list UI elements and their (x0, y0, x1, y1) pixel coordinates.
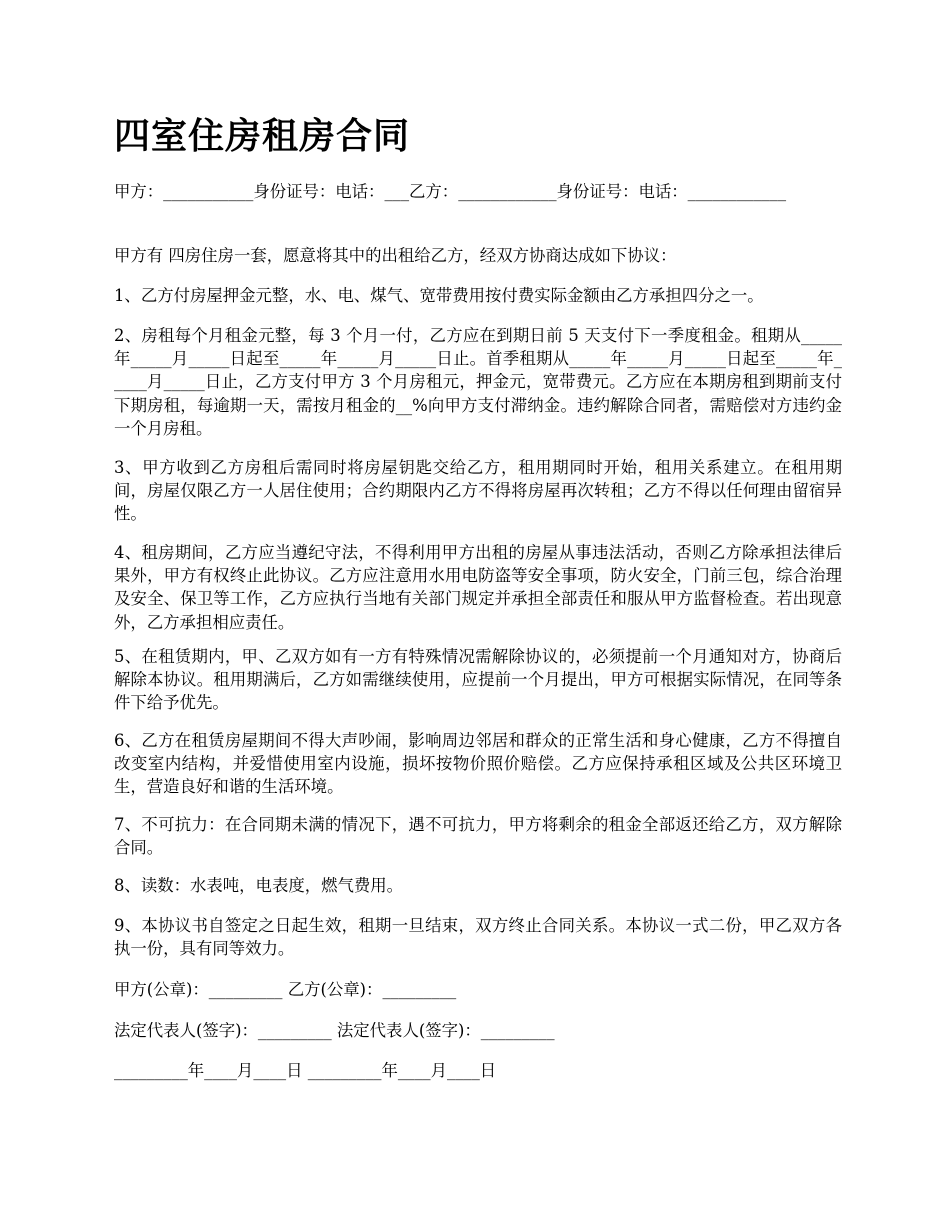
signature-date-line: _________年____月____日 _________年____月____日 (114, 1061, 497, 1080)
clause-4: 4、租房期间，乙方应当遵纪守法，不得利用甲方出租的房屋从事违法活动，否则乙方除承担法律后果外，甲方有权终止此协议。乙方应注意用水用电防盗等安全事项，防火安全，门前三包，综合治理及安全、保卫等工作，乙方应执行当地有关部门规定并承担全部责任和服从甲方监督检查。若出现意外，乙方承担相应责任。 (114, 543, 842, 632)
signature-seal-line: 甲方(公章)：_________ 乙方(公章)：_________ (114, 980, 457, 999)
parties-line: 甲方：___________身份证号：电话：___乙方：____________身份证号：电话：____________ (114, 182, 787, 201)
intro-paragraph: 甲方有 四房住房一套，愿意将其中的出租给乙方，经双方协商达成如下协议： (114, 246, 677, 265)
document-title: 四室住房租房合同 (114, 115, 411, 157)
clause-7: 7、不可抗力：在合同期未满的情况下，遇不可抗力，甲方将剩余的租金全部返还给乙方，双方解除合同。 (114, 815, 842, 858)
clause-6: 6、乙方在租赁房屋期间不得大声吵闹，影响周边邻居和群众的正常生活和身心健康，乙方不得擅自改变室内结构，并爱惜使用室内设施，损坏按物价照价赔偿。乙方应保持承租区域及公共区环境卫生，营造良好和谐的生活环境。 (114, 731, 842, 797)
clause-9: 9、本协议书自签定之日起生效，租期一旦结束，双方终止合同关系。本协议一式二份，甲乙双方各执一份，具有同等效力。 (114, 916, 842, 959)
clause-8: 8、读数：水表吨，电表度，燃气费用。 (114, 876, 404, 895)
clause-5: 5、在租赁期内，甲、乙双方如有一方有特殊情况需解除协议的，必须提前一个月通知对方，协商后解除本协议。租用期满后，乙方如需继续使用，应提前一个月提出，甲方可根据实际情况，在同等条件下给予优先。 (114, 647, 842, 713)
clause-2: 2、房租每个月租金元整，每 3 个月一付，乙方应在到期日前 5 天支付下一季度租金。租期从_____年_____月_____日起至_____年_____月_____日止。首季租期从_____年_____月_____日起至_____年_____月_____日止，乙方支付甲方 3 个月房租元，押金元，宽带费元。乙方应在本期房租到期前支付下期房租，每逾期一天，需按月租金的__%向甲方支付滞纳金。违约解除合同者，需赔偿对方违约金一个月房租。 (114, 326, 842, 438)
clause-3: 3、甲方收到乙方房租后需同时将房屋钥匙交给乙方，租用期同时开始，租用关系建立。在租用期间，房屋仅限乙方一人居住使用；合约期限内乙方不得将房屋再次转租；乙方不得以任何理由留宿异性。 (114, 458, 842, 524)
clause-1: 1、乙方付房屋押金元整，水、电、煤气、宽带费用按付费实际金额由乙方承担四分之一。 (114, 286, 764, 305)
signature-representative-line: 法定代表人(签字)：_________ 法定代表人(签字)：_________ (114, 1021, 555, 1040)
